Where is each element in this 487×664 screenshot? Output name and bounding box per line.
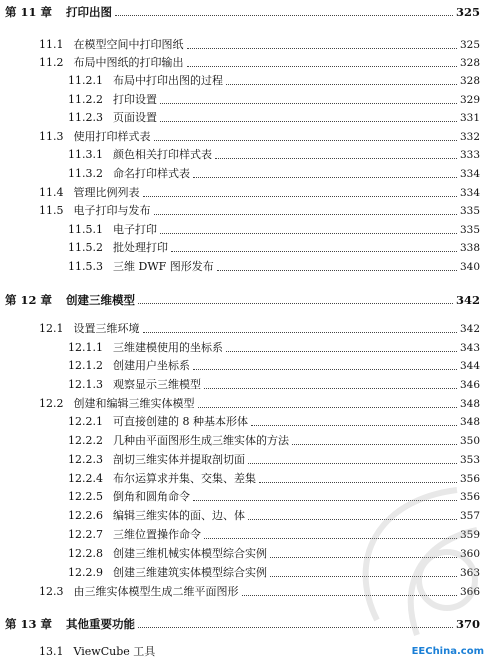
toc-dot-leader [215, 158, 457, 159]
toc-page-number: 356 [459, 491, 480, 503]
toc-page-number: 343 [459, 342, 480, 354]
toc-dot-leader [198, 407, 457, 408]
toc-number: 12.3 [39, 585, 64, 598]
toc-page-number: 348 [459, 398, 480, 410]
toc-page-number: 348 [459, 416, 480, 428]
toc-dot-leader [160, 233, 457, 234]
toc-dot-leader [160, 103, 457, 104]
toc-title: 打印出图 [66, 5, 113, 19]
toc-title: 命名打印样式表 [113, 167, 190, 180]
toc-page-number: 344 [459, 360, 480, 372]
toc-section-row [68, 341, 480, 355]
toc-dot-leader [217, 270, 457, 271]
toc-title: 创建三维机械实体模型综合实例 [113, 547, 267, 560]
toc-section-row [68, 359, 480, 373]
toc-page-number: 335 [459, 205, 480, 217]
toc-dot-leader [248, 463, 457, 464]
toc-page-number: 357 [459, 510, 480, 522]
toc-number: 第 12 章 [5, 293, 53, 307]
toc-page-number: 366 [459, 586, 480, 598]
toc-title: 创建三维模型 [66, 293, 136, 307]
toc-dot-leader [160, 121, 457, 122]
toc-dot-leader [251, 425, 457, 426]
toc-page-number: 329 [459, 94, 480, 106]
toc-section-row [39, 397, 480, 411]
toc-number: 12.2.4 [68, 472, 103, 485]
toc-dot-leader [143, 332, 457, 333]
toc-number: 11.2.3 [68, 111, 103, 124]
toc-section-row [39, 322, 480, 336]
toc-title: 设置三维环境 [73, 322, 140, 335]
toc-section-row [68, 260, 480, 274]
toc-number: 11.3 [39, 130, 64, 143]
toc-title: 电子打印与发布 [73, 204, 151, 217]
toc-page-number: 325 [455, 5, 480, 19]
toc-title: 批处理打印 [113, 241, 168, 254]
toc-dot-leader [143, 196, 457, 197]
toc-title: 页面设置 [113, 111, 157, 124]
toc-number: 12.2.6 [68, 509, 103, 522]
toc-section-row [39, 130, 480, 144]
toc-title: 布局中打印出图的过程 [113, 74, 223, 87]
toc-number: 12.2.9 [68, 566, 103, 579]
toc-number: 11.3.2 [68, 167, 103, 180]
toc-section-row [68, 453, 480, 467]
toc-page-number: 342 [455, 293, 480, 307]
toc-title: 使用打印样式表 [73, 130, 151, 143]
toc-page-number: 334 [459, 168, 480, 180]
toc-number: 12.2 [39, 397, 64, 410]
toc-number: 11.2.2 [68, 93, 103, 106]
toc-dot-leader [226, 351, 457, 352]
toc-number: 12.2.2 [68, 434, 103, 447]
toc-number: 11.5.1 [68, 223, 103, 236]
toc-title: 布局中图纸的打印输出 [73, 56, 184, 69]
toc-number: 第 11 章 [5, 5, 53, 19]
toc-chapter-row [5, 5, 480, 19]
toc-page-number: 334 [459, 187, 480, 199]
toc-title: 几种由平面图形生成三维实体的方法 [113, 434, 289, 447]
toc-section-row [68, 167, 480, 181]
toc-title: 三维位置操作命令 [113, 528, 201, 541]
watermark-seal-icon [337, 470, 487, 640]
toc-dot-leader [138, 303, 453, 304]
toc-number: 11.1 [39, 38, 64, 51]
toc-section-row [39, 38, 480, 52]
toc-page-number: 353 [459, 454, 480, 466]
toc-dot-leader [193, 369, 457, 370]
toc-page-number: 346 [459, 379, 480, 391]
toc-number: 11.4 [39, 186, 64, 199]
toc-title: 打印设置 [113, 93, 157, 106]
toc-number: 11.2.1 [68, 74, 103, 87]
toc-title: 电子打印 [113, 223, 157, 236]
toc-page-number: 335 [459, 224, 480, 236]
toc-page-number: 350 [459, 435, 480, 447]
toc-number: 11.5 [39, 204, 64, 217]
toc-title: 倒角和圆角命令 [113, 490, 190, 503]
toc-number: 第 13 章 [5, 617, 53, 631]
toc-page-number: 333 [459, 149, 480, 161]
toc-dot-leader [115, 15, 453, 16]
toc-title: ViewCube 工具 [73, 645, 156, 658]
toc-dot-leader [187, 48, 457, 49]
toc-number: 12.1 [39, 322, 64, 335]
toc-section-row [68, 223, 480, 237]
toc-section-row [68, 434, 480, 448]
toc-number: 11.5.2 [68, 241, 103, 254]
toc-section-row [68, 74, 480, 88]
toc-number: 12.2.8 [68, 547, 103, 560]
toc-number: 11.3.1 [68, 148, 103, 161]
toc-title: 创建三维建筑实体模型综合实例 [113, 566, 267, 579]
toc-section-row [68, 111, 480, 125]
toc-page-number: 370 [455, 617, 480, 631]
toc-section-row [68, 93, 480, 107]
toc-page-number: 356 [459, 473, 480, 485]
toc-number: 12.1.1 [68, 341, 103, 354]
toc-section-row [68, 415, 480, 429]
toc-section-row [39, 186, 480, 200]
toc-page-number: 340 [459, 261, 480, 273]
toc-page-number: 342 [459, 323, 480, 335]
toc-dot-leader [193, 177, 457, 178]
toc-title: 颜色相关打印样式表 [113, 148, 212, 161]
toc-title: 三维 DWF 图形发布 [113, 260, 214, 273]
toc-dot-leader [204, 388, 457, 389]
toc-dot-leader [292, 444, 457, 445]
toc-page-number: 325 [459, 39, 480, 51]
toc-section-row [68, 378, 480, 392]
toc-section-row [39, 56, 480, 70]
toc-page-number: 328 [459, 75, 480, 87]
toc-number: 12.1.2 [68, 359, 103, 372]
toc-title: 其他重要功能 [66, 617, 136, 631]
toc-page-number: 363 [459, 567, 480, 579]
toc-page-number: 360 [459, 548, 480, 560]
toc-title: 管理比例列表 [73, 186, 140, 199]
toc-title: 布尔运算求并集、交集、差集 [113, 472, 256, 485]
toc-section-row [39, 204, 480, 218]
toc-dot-leader [187, 66, 457, 67]
watermark-site-label: EEChina.com [411, 646, 484, 657]
toc-number: 12.2.1 [68, 415, 103, 428]
toc-number: 11.2 [39, 56, 64, 69]
toc-page-number: 331 [459, 112, 480, 124]
toc-number: 12.2.5 [68, 490, 103, 503]
toc-title: 剖切三维实体并提取剖切面 [113, 453, 245, 466]
toc-page-number: 359 [459, 529, 480, 541]
toc-title: 三维建模使用的坐标系 [113, 341, 223, 354]
toc-dot-leader [154, 140, 457, 141]
toc-title: 在模型空间中打印图纸 [73, 38, 184, 51]
toc-chapter-row [5, 293, 480, 307]
toc-title: 观察显示三维模型 [113, 378, 201, 391]
toc-title: 可直接创建的 8 种基本形体 [113, 415, 248, 428]
toc-page-number: 328 [459, 57, 480, 69]
toc-number: 12.2.3 [68, 453, 103, 466]
toc-title: 由三维实体模型生成二维平面图形 [73, 585, 239, 598]
toc-number: 13.1 [39, 645, 64, 658]
toc-section-row [68, 241, 480, 255]
toc-title: 创建用户坐标系 [113, 359, 190, 372]
toc-section-row [68, 148, 480, 162]
toc-number: 12.1.3 [68, 378, 103, 391]
toc-title: 编辑三维实体的面、边、体 [113, 509, 245, 522]
toc-number: 12.2.7 [68, 528, 103, 541]
toc-dot-leader [226, 84, 457, 85]
toc-page-number: 338 [459, 242, 480, 254]
toc-page-number: 332 [459, 131, 480, 143]
toc-number: 11.5.3 [68, 260, 103, 273]
toc-dot-leader [154, 214, 457, 215]
toc-dot-leader [171, 251, 457, 252]
toc-title: 创建和编辑三维实体模型 [73, 397, 195, 410]
